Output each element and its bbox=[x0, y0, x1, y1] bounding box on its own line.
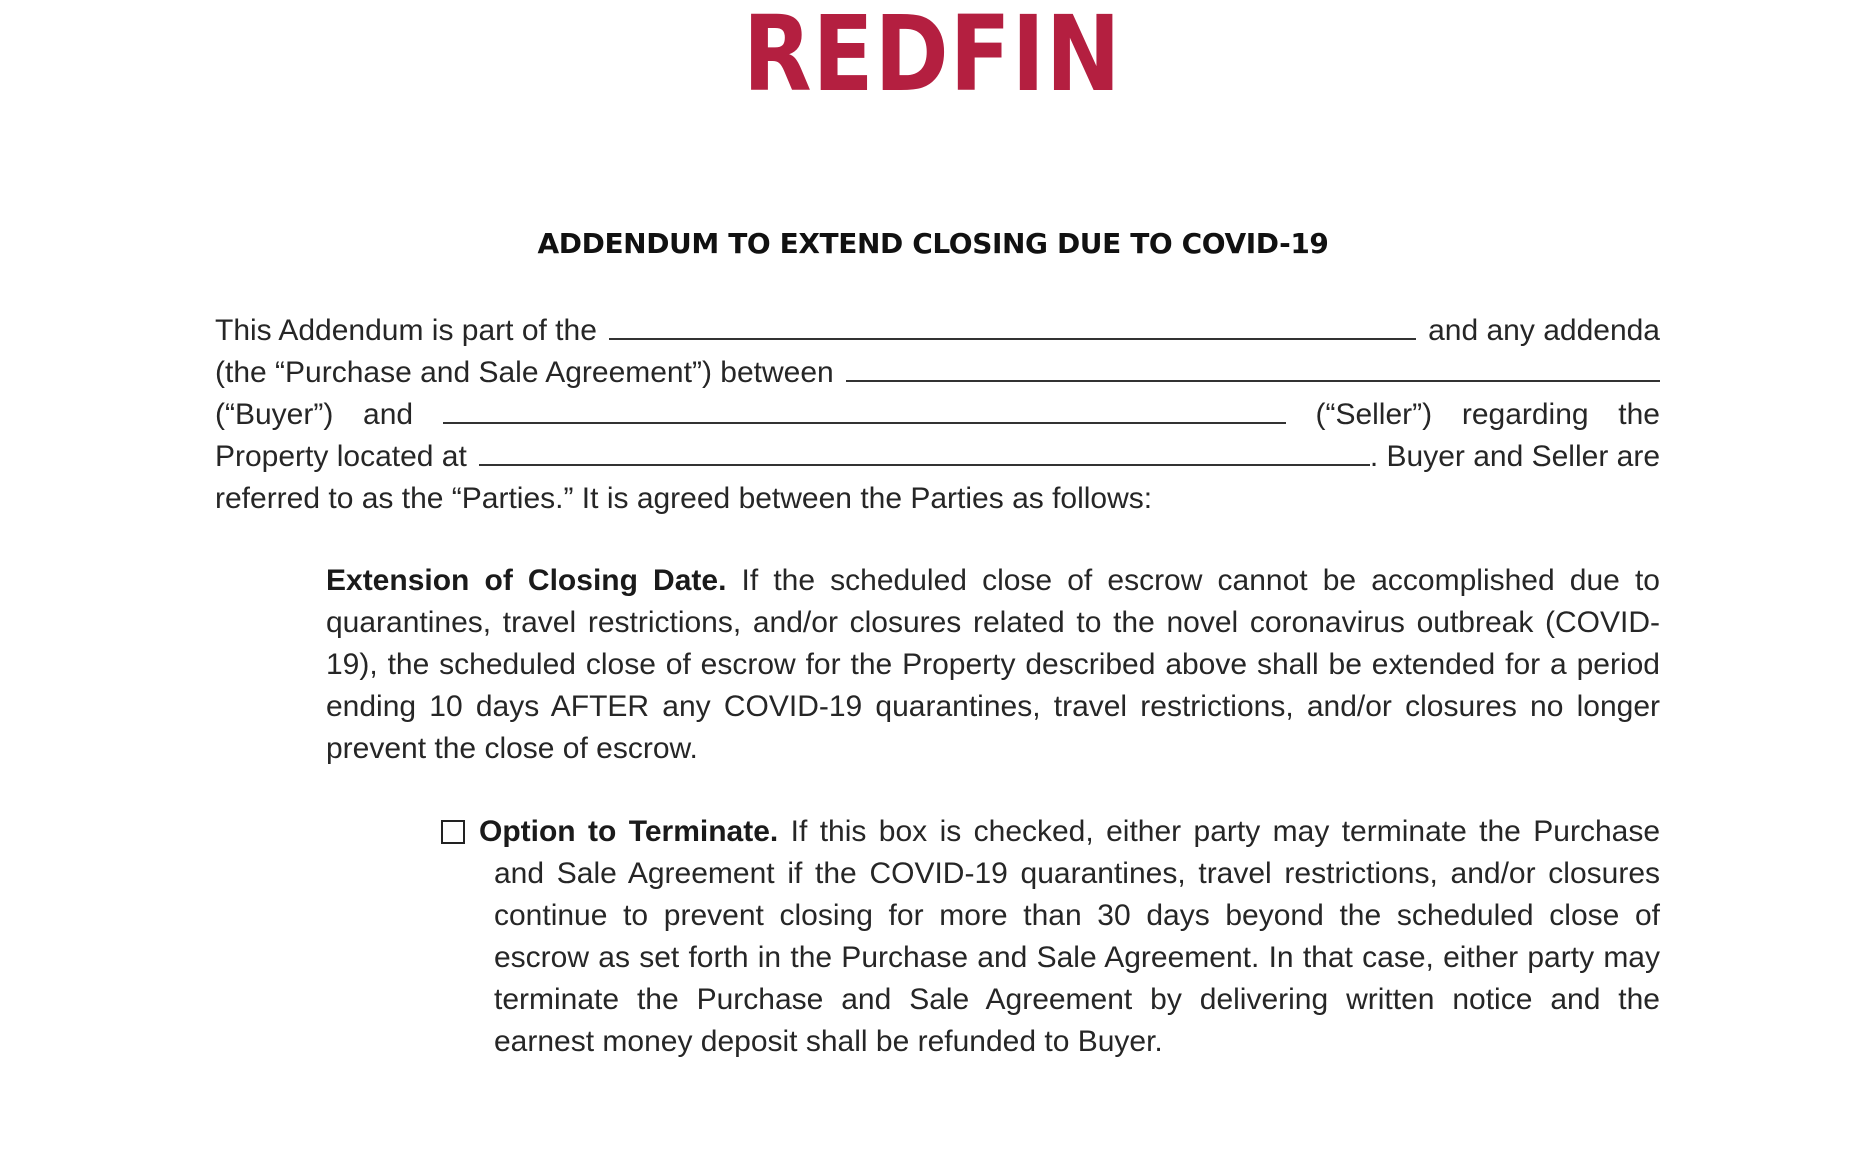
terminate-section bbox=[440, 811, 1660, 1063]
intro-line-2 bbox=[215, 352, 1660, 394]
terminate-paragraph bbox=[440, 811, 1660, 1063]
intro-text: This Addendum is part of the bbox=[215, 314, 597, 347]
seller-name-field[interactable] bbox=[443, 394, 1286, 424]
property-address-field[interactable] bbox=[479, 436, 1370, 466]
terminate-checkbox[interactable] bbox=[441, 820, 465, 844]
intro-paragraph bbox=[215, 310, 1660, 520]
intro-line-4 bbox=[215, 436, 1660, 478]
extension-heading: Extension of Closing Date. bbox=[326, 564, 727, 597]
intro-text: and bbox=[363, 398, 414, 431]
intro-text: . Buyer and Seller are bbox=[1369, 440, 1660, 473]
intro-line-5 bbox=[215, 478, 1660, 520]
intro-text: regarding bbox=[1461, 398, 1589, 431]
intro-line-3 bbox=[215, 394, 1660, 436]
intro-line-1 bbox=[215, 310, 1660, 352]
document-title: ADDENDUM TO EXTEND CLOSING DUE TO COVID-19 bbox=[537, 227, 1329, 260]
intro-text: the bbox=[1618, 398, 1660, 431]
terminate-body: If this box is checked, either party may terminate the Purchase and Sale Agreement if the COVID-19 quarantines, travel restrictions, and/or closures continue to prevent closing for more than 30 days beyond the scheduled close of escrow as set forth in the Purchase and Sale Agreement. In that case, either party may terminate the Purchase and Sale Agreement by delivering written notice and the earnest money deposit shall be refunded to Buyer. bbox=[494, 815, 1661, 1058]
agreement-name-field[interactable] bbox=[609, 310, 1416, 340]
intro-text: (“Seller”) bbox=[1315, 398, 1433, 431]
logo-text: REDFIN bbox=[742, 0, 1122, 115]
intro-text: and any addenda bbox=[1428, 314, 1660, 347]
intro-text: (“Buyer”) bbox=[215, 398, 334, 431]
intro-text: referred to as the “Parties.” It is agreed between the Parties as follows: bbox=[215, 482, 1153, 515]
buyer-name-field[interactable] bbox=[846, 352, 1660, 382]
intro-text: Property located at bbox=[215, 440, 467, 473]
extension-body: If the scheduled close of escrow cannot be accomplished due to quarantines, travel restrictions, and/or closures related to the novel coronavirus outbreak (COVID-19), the scheduled close of escrow for the Property described above shall be extended for a period ending 10 days AFTER any COVID-19 quarantines, travel restrictions, and/or closures no longer prevent the close of escrow. bbox=[326, 564, 1660, 765]
extension-paragraph bbox=[326, 560, 1660, 770]
redfin-logo bbox=[0, 0, 1866, 115]
terminate-heading: Option to Terminate. bbox=[479, 815, 779, 848]
intro-text: (the “Purchase and Sale Agreement”) between bbox=[215, 356, 834, 389]
